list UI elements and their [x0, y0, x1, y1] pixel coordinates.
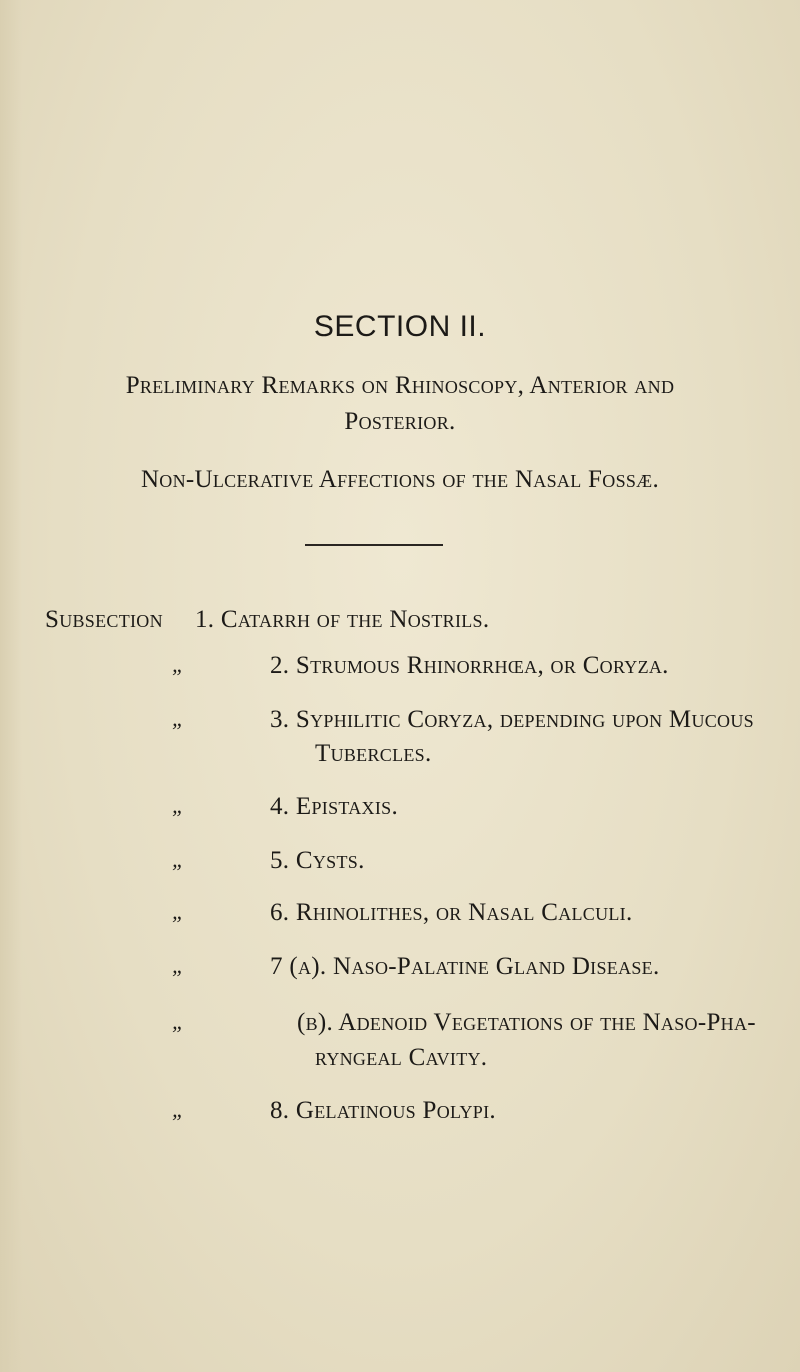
list-item-2: 2. Strumous Rhinorrhœa, or Coryza. — [270, 652, 669, 679]
ditto-mark: „ — [172, 899, 185, 924]
list-item-7b-continuation: ryngeal Cavity. — [315, 1044, 488, 1071]
ditto-mark: „ — [172, 652, 185, 677]
heading-line-2: Posterior. — [344, 408, 456, 435]
ditto-mark: „ — [172, 793, 185, 818]
list-item-7a: 7 (a). Naso-Palatine Gland Disease. — [270, 953, 660, 980]
ditto-mark: „ — [172, 847, 185, 872]
list-item-5: 5. Cysts. — [270, 847, 365, 874]
divider-rule — [305, 544, 443, 546]
section-title: SECTION II. — [313, 310, 487, 343]
list-item-1: 1. Catarrh of the Nostrils. — [195, 606, 490, 633]
ditto-mark: „ — [172, 953, 185, 978]
list-item-3-continuation: Tubercles. — [315, 740, 432, 767]
ditto-mark: „ — [172, 1009, 185, 1034]
list-item-6: 6. Rhinolithes, or Nasal Calculi. — [270, 899, 633, 926]
ditto-mark: „ — [172, 1097, 185, 1122]
page-gutter-shadow — [0, 0, 22, 1372]
list-item-8: 8. Gelatinous Polypi. — [270, 1097, 496, 1124]
list-item-7b: (b). Adenoid Vegetations of the Naso-Pha- — [297, 1009, 756, 1036]
list-item-4: 4. Epistaxis. — [270, 793, 398, 820]
heading-line-1: Preliminary Remarks on Rhinoscopy, Anterior and — [125, 372, 675, 399]
subsection-label: Subsection — [45, 606, 163, 633]
heading-line-3: Non-Ulcerative Affections of the Nasal Fossæ. — [140, 466, 660, 493]
ditto-mark: „ — [172, 706, 185, 731]
list-item-3: 3. Syphilitic Coryza, depending upon Mucous — [270, 706, 754, 733]
